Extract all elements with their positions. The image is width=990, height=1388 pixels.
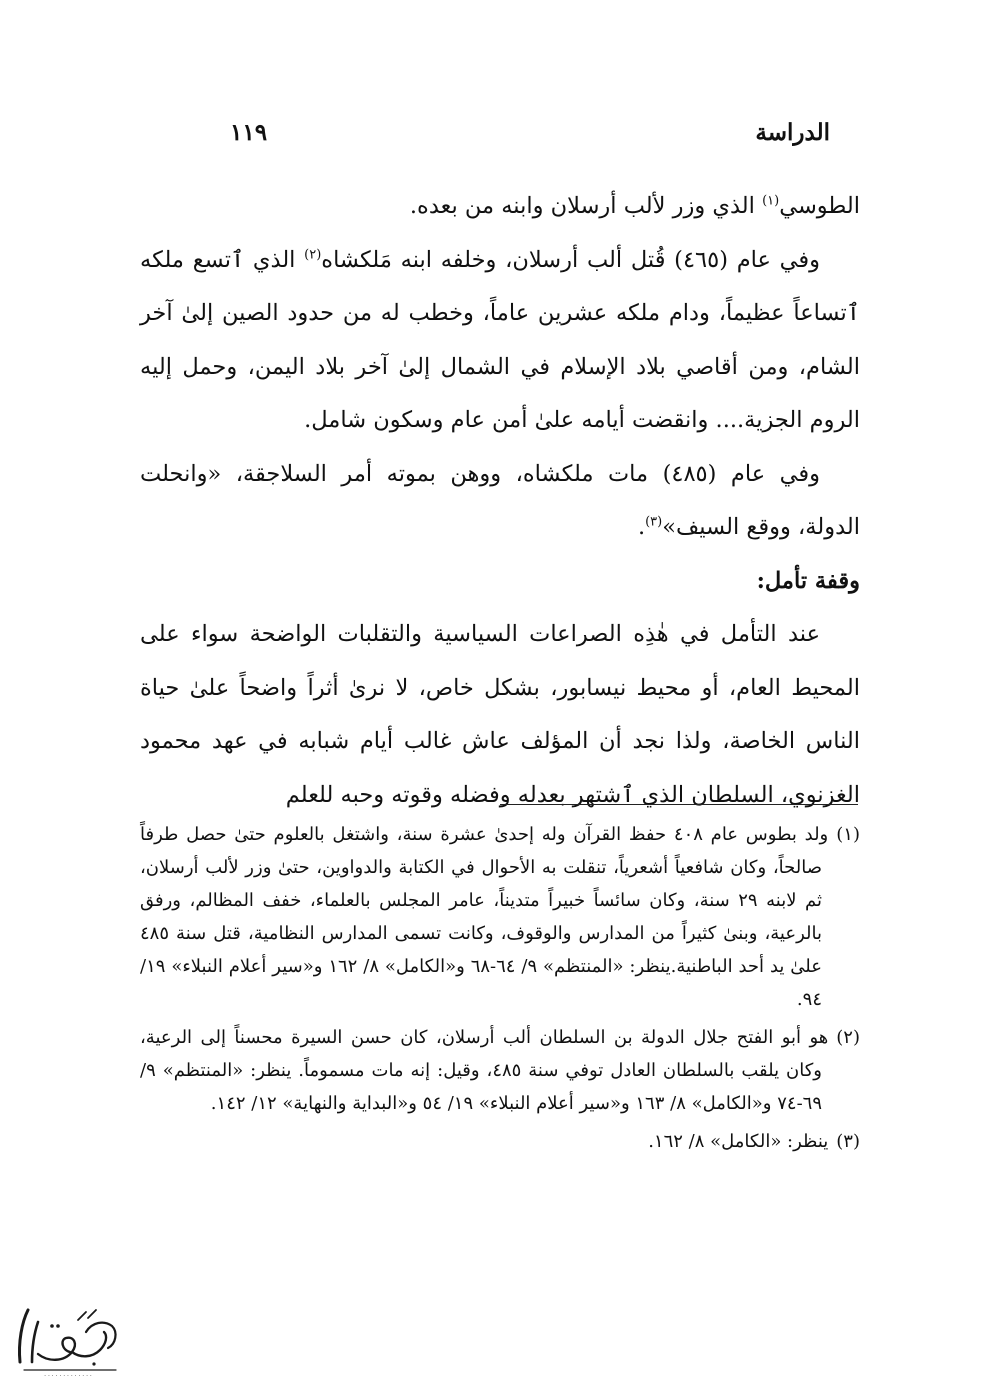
footnote-number: (٣) [836, 1131, 860, 1152]
main-text [140, 180, 860, 822]
p3-text-b: . [637, 514, 646, 540]
page-number: ١١٩ [230, 118, 268, 146]
footnote-1 [140, 818, 860, 1016]
watermark-logo [8, 1292, 128, 1380]
footnote-text: هو أبو الفتح جلال الدولة بن السلطان ألب أرسلان، كان حسن السيرة محسناً إلى الرعية، وكان يلقب بالسلطان العادل توفي سنة ٤٨٥، وقيل: إنه مات مسموماً. ينظر: «المنتظم» ٩/ ٦٩-٧٤ و«الكامل» ٨/ ١٦٣ و«سير أعلام النبلاء» ١٩/ ٥٤ و«البداية والنهاية» ١٢/ ١٤٢. [140, 1027, 829, 1114]
paragraph-4: عند التأمل في هٰذِه الصراعات السياسية والتقلبات الواضحة سواء على المحيط العام، أو محيط نيسابور، بشكل خاص، لا نرىٰ أثراً واضحاً علىٰ حياة الناس الخاصة، ولذا نجد أن المؤلف عاش غالب أيام شبابه في عهد محمود الغزنوي، السلطان الذي ٱشتهر بعدله وفضله وقوته وحبه للعلم [140, 621, 860, 808]
page-header [230, 112, 830, 152]
footnote-2 [140, 1021, 860, 1120]
p1-text-b: الذي وزر لألب أرسلان وابنه من بعده. [409, 193, 763, 219]
footnote-number: (٢) [836, 1027, 860, 1048]
section-heading: وقفة تأمل: [756, 567, 860, 594]
p2-text-b: الذي ٱتسع ملكه ٱتساعاً عظيماً، ودام ملكه عشرين عاماً، وخطب له من حدود الصين إلىٰ آخر الشام، ومن أقاصي بلاد الإسلام في الشمال إلىٰ آخر بلاد اليمن، وحمل إليه الروم الجزية.... وانقضت أيامه علىٰ أمن عام وسكون شامل. [140, 246, 860, 433]
running-title: الدراسة [755, 118, 830, 146]
watermark-caption: · · · · · · · · · · · · · [44, 1373, 92, 1380]
paragraph-3 [140, 448, 860, 555]
footnote-text: ينظر: «الكامل» ٨/ ١٦٢. [648, 1131, 829, 1152]
footnote-divider [500, 804, 858, 805]
paragraph-2 [140, 234, 860, 448]
p1-text-a: الطوسي [779, 193, 860, 219]
footnote-ref-3: (٣) [645, 514, 663, 530]
footnote-ref-2: (٢) [304, 247, 322, 262]
footnote-3 [140, 1125, 860, 1158]
footnotes [140, 818, 860, 1163]
p3-text-a: وفي عام (٤٨٥) مات ملكشاه، ووهن بموته أمر السلاجقة، «وانحلت الدولة، ووقع السيف» [140, 460, 860, 540]
p2-text-a: وفي عام (٤٦٥) قُتل ألب أرسلان، وخلفه ابنه مَلكشاه [321, 246, 820, 273]
footnote-ref-1: (١) [762, 193, 780, 209]
paragraph-1 [140, 180, 860, 234]
footnote-text: ولد بطوس عام ٤٠٨ حفظ القرآن وله إحدىٰ عشرة سنة، واشتغل بالعلوم حتىٰ حصل طرفاً صالحاً، وكان شافعياً أشعرياً، تنقلت به الأحوال في الكتابة والدواوين، حتىٰ وزر لألب أرسلان، ثم لابنه ٢٩ سنة، وكان سائساً خبيراً متديناً، عامر المجلس بالعلماء، خفف المظالم، ورفق بالرعية، وبنىٰ كثيراً من المدارس والوقوف، وكانت تسمى المدارس النظامية، قتل سنة ٤٨٥ علىٰ يد أحد الباطنية.ينظر: «المنتظم» ٩/ ٦٤-٦٨ و«الكامل» ٨/ ١٦٢ و«سير أعلام النبلاء» ١٩/ ٩٤. [140, 824, 829, 1010]
footnote-number: (١) [836, 824, 860, 845]
